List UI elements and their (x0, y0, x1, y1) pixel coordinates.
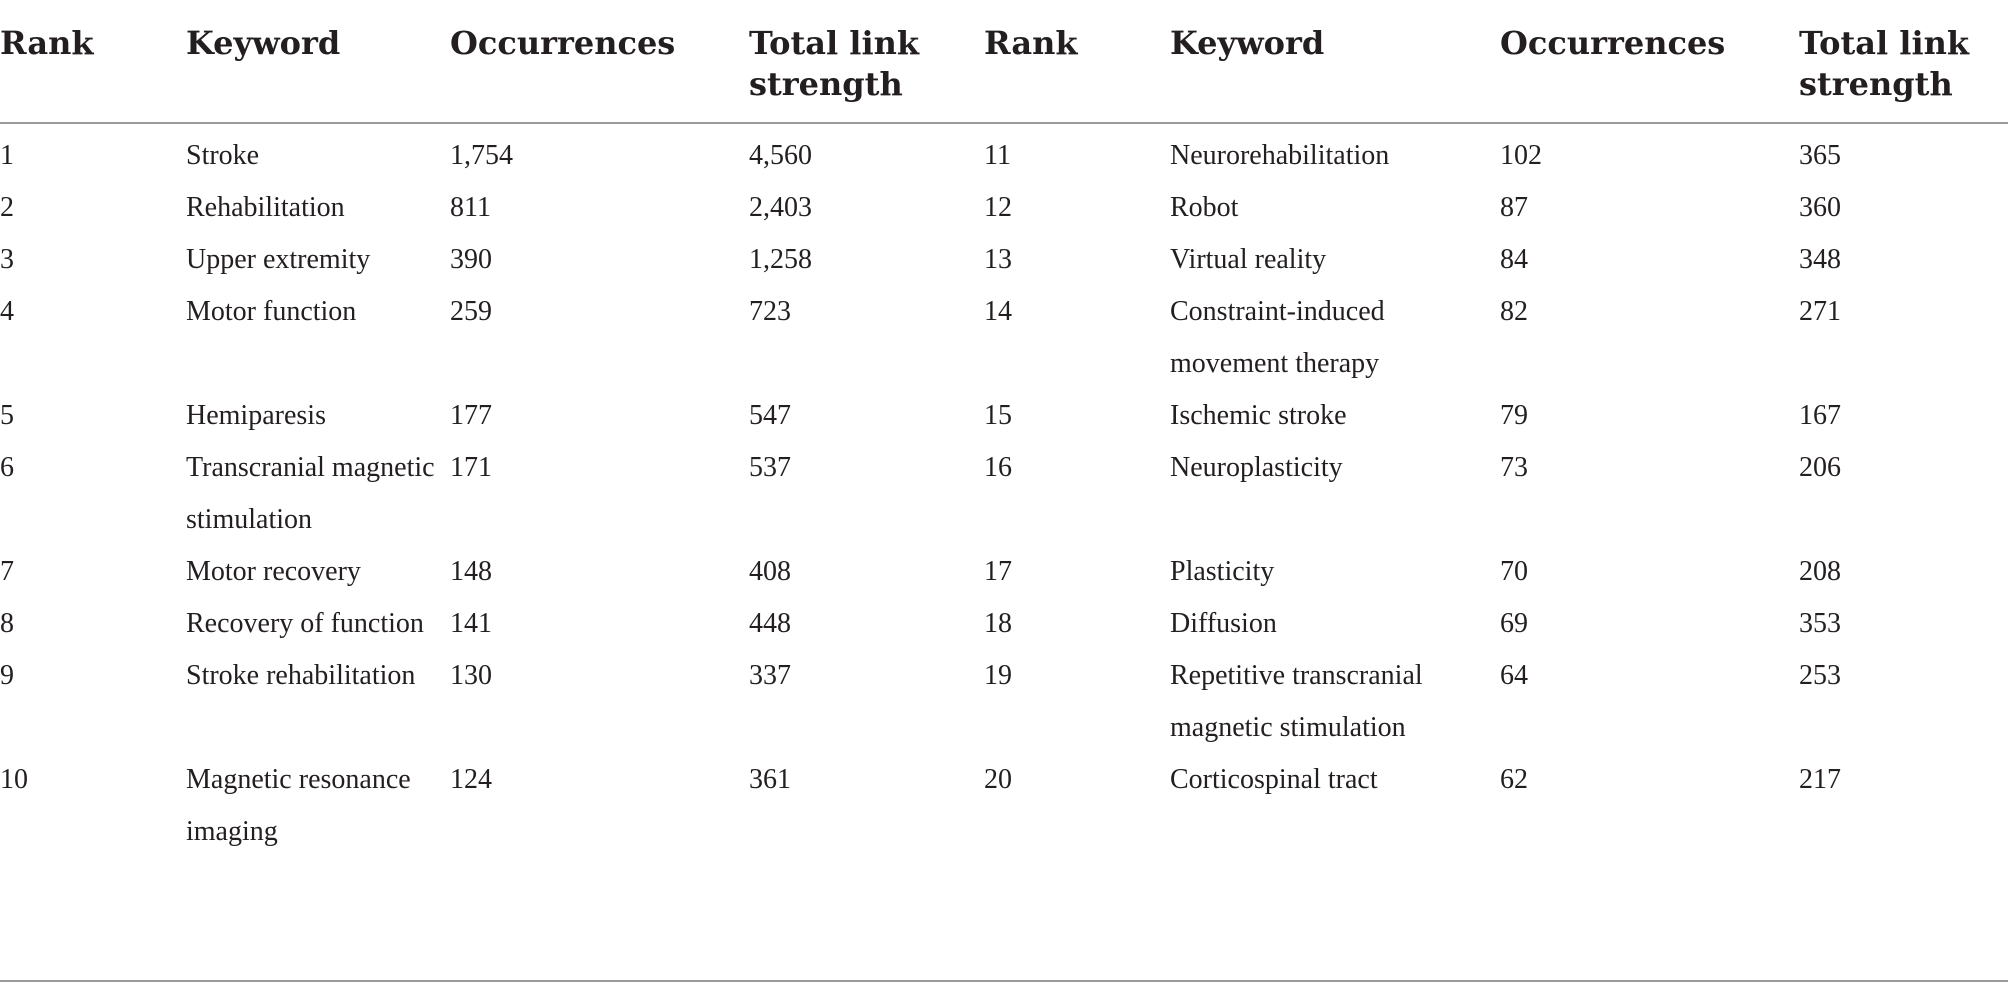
table-body (0, 123, 2008, 858)
link-strength-cell: 348 (1799, 244, 1841, 275)
link-strength-cell: 360 (1799, 192, 1841, 223)
occurrences-cell: 73 (1500, 452, 1528, 483)
occurrences-cell: 177 (450, 400, 492, 431)
occurrences-cell: 1,754 (450, 140, 513, 171)
header-label: Occurrences (450, 24, 676, 62)
occurrences-cell: 811 (450, 192, 491, 223)
occurrences-cell: 79 (1500, 400, 1528, 431)
link-strength-cell: 337 (749, 660, 791, 691)
keyword-cell: Motor recovery (186, 556, 361, 587)
rank-cell: 16 (984, 452, 1012, 483)
header-label: Total link strength (1799, 24, 1970, 103)
keyword-cell: Corticospinal tract (1170, 764, 1378, 795)
keyword-cell: Recovery of function (186, 608, 424, 639)
header-label: Keyword (186, 24, 341, 62)
rank-cell: 9 (0, 660, 14, 691)
rank-cell: 19 (984, 660, 1012, 691)
rank-cell: 13 (984, 244, 1012, 275)
keyword-cell: Ischemic stroke (1170, 400, 1347, 431)
header-total-link-strength-left (749, 0, 984, 123)
header-row (0, 0, 2008, 123)
keyword-cell: Plasticity (1170, 556, 1275, 587)
keyword-cell: Magnetic resonance imaging (186, 764, 411, 847)
link-strength-cell: 723 (749, 296, 791, 327)
table-header (0, 0, 2008, 123)
header-occurrences-left (450, 0, 749, 123)
link-strength-cell: 361 (749, 764, 791, 795)
rank-cell: 4 (0, 296, 14, 327)
keyword-cell: Virtual reality (1170, 244, 1327, 275)
keyword-cell: Constraint-induced movement therapy (1170, 296, 1385, 379)
rank-cell: 6 (0, 452, 14, 483)
table-row (0, 754, 2008, 858)
occurrences-cell: 64 (1500, 660, 1528, 691)
keyword-cell: Transcranial magnetic stimulation (186, 452, 435, 535)
keyword-cell: Stroke rehabilitation (186, 660, 416, 691)
occurrences-cell: 124 (450, 764, 492, 795)
rank-cell: 2 (0, 192, 14, 223)
occurrences-cell: 148 (450, 556, 492, 587)
keyword-cell: Hemiparesis (186, 400, 326, 431)
occurrences-cell: 390 (450, 244, 492, 275)
header-keyword-right (1170, 0, 1500, 123)
keyword-cell: Upper extremity (186, 244, 371, 275)
header-keyword-left (186, 0, 450, 123)
link-strength-cell: 217 (1799, 764, 1841, 795)
table-row (0, 598, 2008, 650)
keyword-cell: Stroke (186, 140, 260, 171)
rank-cell: 10 (0, 764, 28, 795)
table-row (0, 286, 2008, 390)
link-strength-cell: 271 (1799, 296, 1841, 327)
table-row (0, 390, 2008, 442)
occurrences-cell: 102 (1500, 140, 1542, 171)
bottom-rule (0, 980, 2008, 982)
table-row (0, 546, 2008, 598)
link-strength-cell: 365 (1799, 140, 1841, 171)
occurrences-cell: 130 (450, 660, 492, 691)
rank-cell: 8 (0, 608, 14, 639)
rank-cell: 18 (984, 608, 1012, 639)
header-label: Rank (0, 24, 94, 62)
occurrences-cell: 141 (450, 608, 492, 639)
header-label: Total link strength (749, 24, 920, 103)
keyword-cell: Rehabilitation (186, 192, 345, 223)
rank-cell: 5 (0, 400, 14, 431)
occurrences-cell: 82 (1500, 296, 1528, 327)
link-strength-cell: 4,560 (749, 140, 812, 171)
table-row (0, 182, 2008, 234)
link-strength-cell: 167 (1799, 400, 1841, 431)
header-label: Rank (984, 24, 1078, 62)
rank-cell: 15 (984, 400, 1012, 431)
rank-cell: 17 (984, 556, 1012, 587)
rank-cell: 7 (0, 556, 14, 587)
header-label: Occurrences (1500, 24, 1726, 62)
table-row (0, 123, 2008, 182)
rank-cell: 11 (984, 140, 1011, 171)
keyword-cell: Neuroplasticity (1170, 452, 1343, 483)
table-row (0, 650, 2008, 754)
link-strength-cell: 448 (749, 608, 791, 639)
header-rank-right (984, 0, 1170, 123)
link-strength-cell: 253 (1799, 660, 1841, 691)
rank-cell: 14 (984, 296, 1012, 327)
rank-cell: 20 (984, 764, 1012, 795)
link-strength-cell: 1,258 (749, 244, 812, 275)
link-strength-cell: 206 (1799, 452, 1841, 483)
occurrences-cell: 171 (450, 452, 492, 483)
occurrences-cell: 259 (450, 296, 492, 327)
keyword-cell: Robot (1170, 192, 1239, 223)
keyword-cell: Diffusion (1170, 608, 1277, 639)
header-label: Keyword (1170, 24, 1325, 62)
rank-cell: 3 (0, 244, 14, 275)
keyword-cell: Motor function (186, 296, 357, 327)
link-strength-cell: 2,403 (749, 192, 812, 223)
header-occurrences-right (1500, 0, 1799, 123)
rank-cell: 1 (0, 140, 14, 171)
keyword-cell: Repetitive transcranial magnetic stimulation (1170, 660, 1423, 743)
link-strength-cell: 547 (749, 400, 791, 431)
rank-cell: 12 (984, 192, 1012, 223)
link-strength-cell: 208 (1799, 556, 1841, 587)
occurrences-cell: 70 (1500, 556, 1528, 587)
table-row (0, 234, 2008, 286)
keyword-cell: Neurorehabilitation (1170, 140, 1390, 171)
occurrences-cell: 62 (1500, 764, 1528, 795)
header-rank-left (0, 0, 186, 123)
table-row (0, 442, 2008, 546)
link-strength-cell: 353 (1799, 608, 1841, 639)
occurrences-cell: 84 (1500, 244, 1528, 275)
header-total-link-strength-right (1799, 0, 2008, 123)
occurrences-cell: 87 (1500, 192, 1528, 223)
link-strength-cell: 537 (749, 452, 791, 483)
link-strength-cell: 408 (749, 556, 791, 587)
occurrences-cell: 69 (1500, 608, 1528, 639)
